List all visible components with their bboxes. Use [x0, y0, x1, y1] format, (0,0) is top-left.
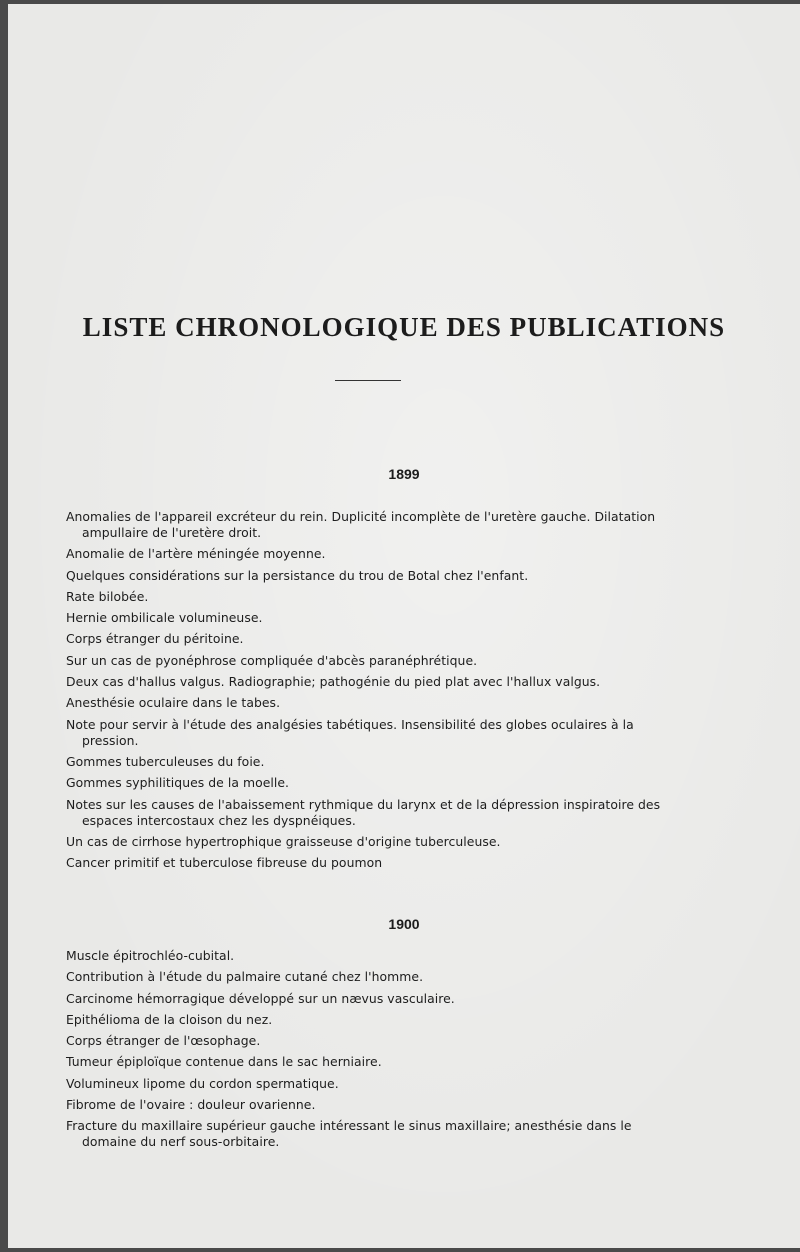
publication-list-1900 — [66, 948, 678, 1156]
list-item: Deux cas d'hallus valgus. Radiographie; pathogénie du pied plat avec l'hallux valgus. — [66, 674, 601, 690]
title-divider — [335, 380, 401, 381]
list-item: Epithélioma de la cloison du nez. — [66, 1011, 273, 1027]
list-item: Hernie ombilicale volumineuse. — [66, 610, 263, 626]
list-item: Quelques considérations sur la persistance du trou de Botal chez l'enfant. — [66, 567, 529, 583]
list-item: Anomalies de l'appareil excréteur du rein. Duplicité incomplète de l'uretère gauche. Dilatation ampullaire de l'uretère droit. — [66, 509, 656, 540]
page-title: LISTE CHRONOLOGIQUE DES PUBLICATIONS — [82, 312, 726, 342]
list-item: Muscle épitrochléo-cubital. — [66, 948, 235, 963]
list-item: Anomalie de l'artère méningée moyenne. — [66, 546, 326, 562]
list-item: Anesthésie oculaire dans le tabes. — [66, 695, 281, 711]
list-item: Fibrome de l'ovaire : douleur ovarienne. — [66, 1097, 316, 1113]
list-item: Carcinome hémorragique développé sur un nævus vasculaire. — [66, 990, 455, 1006]
list-item: Note pour servir à l'étude des analgésies tabétiques. Insensibilité des globes oculaires à la pression. — [66, 716, 634, 748]
list-item: Notes sur les causes de l'abaissement rythmique du larynx et de la dépression inspiratoire des espaces intercostaux chez les dyspnéiques. — [66, 796, 661, 828]
publication-list-1899 — [66, 509, 678, 876]
document-page — [8, 4, 800, 1248]
list-item: Gommes tuberculeuses du foie. — [66, 753, 265, 769]
year-heading-1900: 1900 — [388, 916, 420, 932]
list-item: Un cas de cirrhose hypertrophique graisseuse d'origine tuberculeuse. — [66, 833, 501, 849]
year-heading-1899: 1899 — [388, 466, 420, 482]
list-item: Fracture du maxillaire supérieur gauche intéressant le sinus maxillaire; anesthésie dans le domaine du nerf sous-orbitaire. — [66, 1118, 632, 1150]
list-item: Tumeur épiploïque contenue dans le sac herniaire. — [66, 1054, 382, 1070]
list-item: Sur un cas de pyonéphrose compliquée d'abcès paranéphrétique. — [66, 652, 478, 668]
list-item: Volumineux lipome du cordon spermatique. — [66, 1075, 339, 1091]
list-item: Cancer primitif et tuberculose fibreuse du poumon — [66, 855, 383, 871]
list-item: Corps étranger du péritoine. — [66, 631, 244, 647]
list-item: Rate bilobée. — [66, 588, 149, 604]
list-item: Corps étranger de l'œsophage. — [66, 1033, 261, 1049]
list-item: Contribution à l'étude du palmaire cutané chez l'homme. — [66, 969, 424, 985]
list-item: Gommes syphilitiques de la moelle. — [66, 775, 290, 791]
